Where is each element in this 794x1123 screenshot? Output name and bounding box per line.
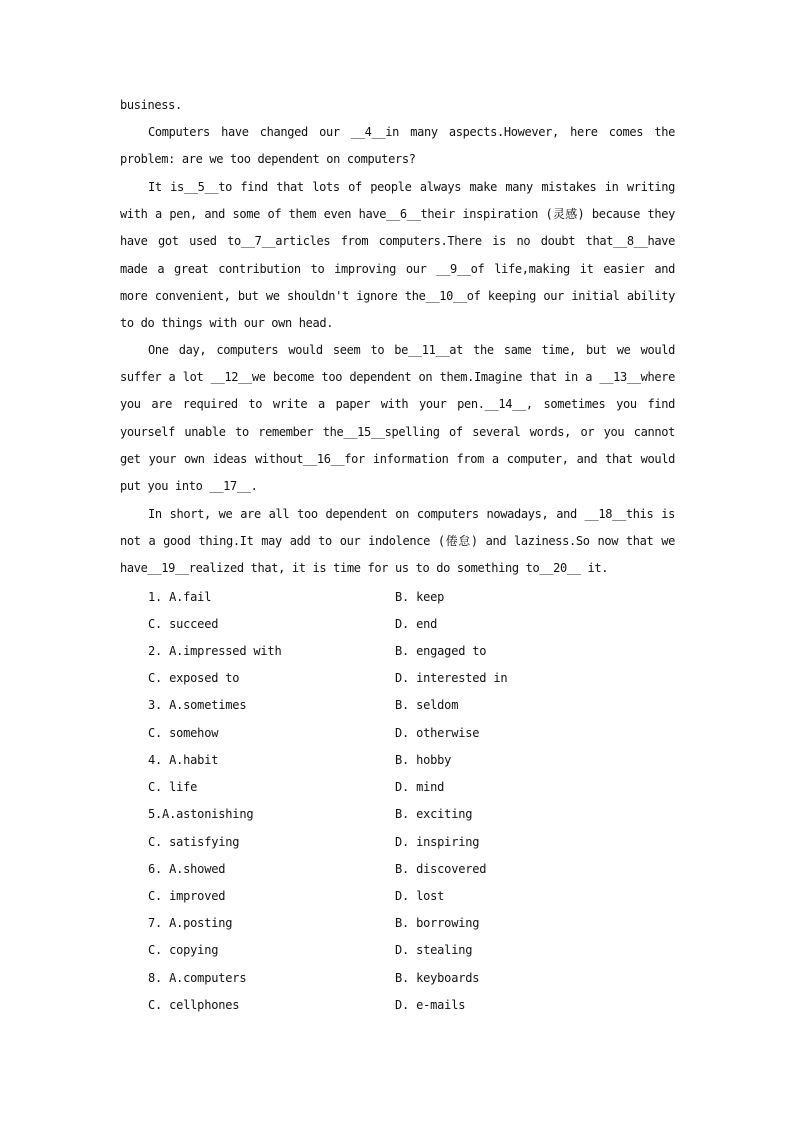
option-c: C. satisfying <box>148 835 240 849</box>
option-c: C. somehow <box>148 726 219 740</box>
option-b: B. keyboards <box>395 971 480 985</box>
option-d: D. mind <box>395 780 445 794</box>
option-b: B. hobby <box>395 753 452 767</box>
paragraph-handwriting: It is__5__to find that lots of people always make many mistakes in writing with a pen, and some of them even have__6__their inspiration (灵感) because they have got used to__7__articles from computers.There is no doubt that__8__have made a great contribution to improving our __9__of life,making it easier and more convenient, but we shouldn't ignore the__10__of keeping our initial ability to do things with our own head. <box>120 180 675 331</box>
option-a: 2. A.impressed with <box>148 644 282 658</box>
option-b: B. keep <box>395 590 445 604</box>
option-c: C. copying <box>148 943 219 957</box>
option-a: 1. A.fail <box>148 590 212 604</box>
option-c: C. cellphones <box>148 998 240 1012</box>
option-a: 7. A.posting <box>148 916 233 930</box>
option-b: B. discovered <box>395 862 487 876</box>
option-b: B. exciting <box>395 807 473 821</box>
option-c: C. improved <box>148 889 226 903</box>
paragraph-continuation: business. <box>120 98 182 112</box>
paragraph-conclusion: In short, we are all too dependent on computers nowadays, and __18__this is not a good thing.It may add to our indolence (倦怠) and laziness.So now that we have__19__realized that, it is time for us to do something to__20__ it. <box>120 507 675 576</box>
option-d: D. interested in <box>395 671 508 685</box>
option-d: D. inspiring <box>395 835 480 849</box>
paragraph-problem: Computers have changed our __4__in many aspects.However, here comes the problem: are we too dependent on computers? <box>120 125 675 167</box>
option-a: 4. A.habit <box>148 753 219 767</box>
option-a: 5.A.astonishing <box>148 807 254 821</box>
option-d: D. otherwise <box>395 726 480 740</box>
paragraph-dependence: One day, computers would seem to be__11__at the same time, but we would suffer a lot __12__we become too dependent on them.Imagine that in a __13__where you are required to write a paper with your pen.__14__, sometimes you find yourself unable to remember the__15__spelling of several words, or you cannot get your own ideas without__16__for information from a computer, and that would put you into __17__. <box>120 343 675 494</box>
option-d: D. end <box>395 617 438 631</box>
option-c: C. life <box>148 780 198 794</box>
option-a: 3. A.sometimes <box>148 698 247 712</box>
option-a: 8. A.computers <box>148 971 247 985</box>
option-b: B. borrowing <box>395 916 480 930</box>
option-d: D. lost <box>395 889 445 903</box>
option-a: 6. A.showed <box>148 862 226 876</box>
option-d: D. e-mails <box>395 998 466 1012</box>
option-c: C. succeed <box>148 617 219 631</box>
option-b: B. engaged to <box>395 644 487 658</box>
option-b: B. seldom <box>395 698 459 712</box>
option-d: D. stealing <box>395 943 473 957</box>
option-c: C. exposed to <box>148 671 240 685</box>
